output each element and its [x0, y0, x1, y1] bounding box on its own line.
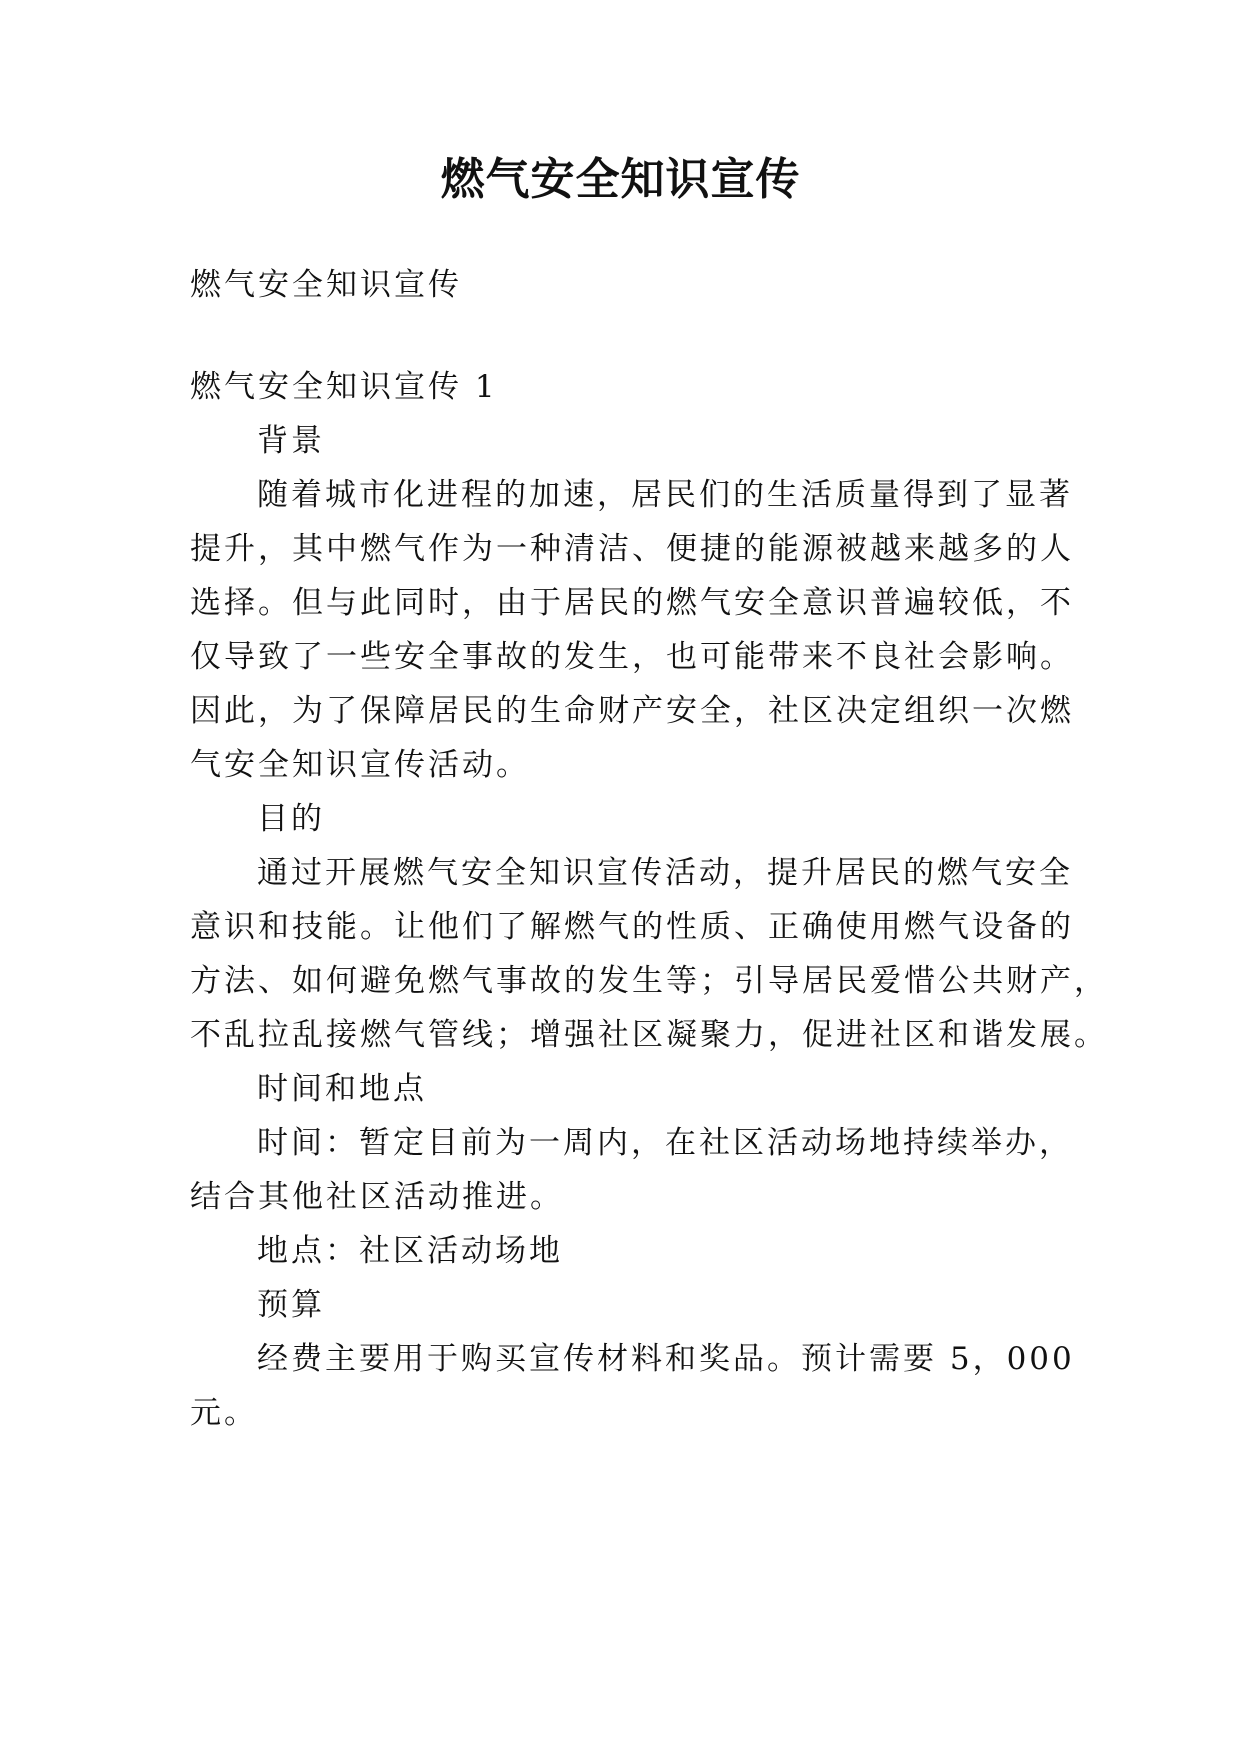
paragraph-line: 元。: [190, 1395, 258, 1431]
paragraph-line: 意识和技能。让他们了解燃气的性质、正确使用燃气设备的: [190, 909, 1074, 945]
paragraph-line: 提升，其中燃气作为一种清洁、便捷的能源被越来越多的人: [190, 531, 1074, 567]
paragraph-line: 结合其他社区活动推进。: [190, 1179, 564, 1215]
paragraph-line: 方法、如何避免燃气事故的发生等；引导居民爱惜公共财产，: [190, 963, 1108, 999]
paragraph-line: 通过开展燃气安全知识宣传活动，提升居民的燃气安全: [257, 855, 1073, 891]
paragraph-line: 经费主要用于购买宣传材料和奖品。预计需要 5，000: [257, 1341, 1075, 1377]
paragraph-line: 气安全知识宣传活动。: [190, 747, 530, 783]
paragraph-line: 因此，为了保障居民的生命财产安全，社区决定组织一次燃: [190, 693, 1074, 729]
paragraph-line: 不乱拉乱接燃气管线；增强社区凝聚力，促进社区和谐发展。: [190, 1017, 1108, 1053]
paragraph-line: 选择。但与此同时，由于居民的燃气安全意识普遍较低，不: [190, 585, 1074, 621]
paragraph-line: 仅导致了一些安全事故的发生，也可能带来不良社会影响。: [190, 639, 1074, 675]
heading-budget: 预算: [257, 1287, 325, 1323]
paragraph-line: 地点：社区活动场地: [257, 1233, 563, 1269]
paragraph-line: 时间：暂定目前为一周内，在社区活动场地持续举办，: [257, 1125, 1073, 1161]
heading-purpose: 目的: [257, 801, 325, 837]
document-subtitle: 燃气安全知识宣传: [190, 267, 462, 303]
document-title: 燃气安全知识宣传: [440, 154, 801, 205]
section-title: 燃气安全知识宣传 1: [190, 369, 498, 405]
paragraph-line: 随着城市化进程的加速，居民们的生活质量得到了显著: [257, 477, 1073, 513]
heading-background: 背景: [257, 423, 325, 459]
heading-time-place: 时间和地点: [257, 1071, 427, 1107]
